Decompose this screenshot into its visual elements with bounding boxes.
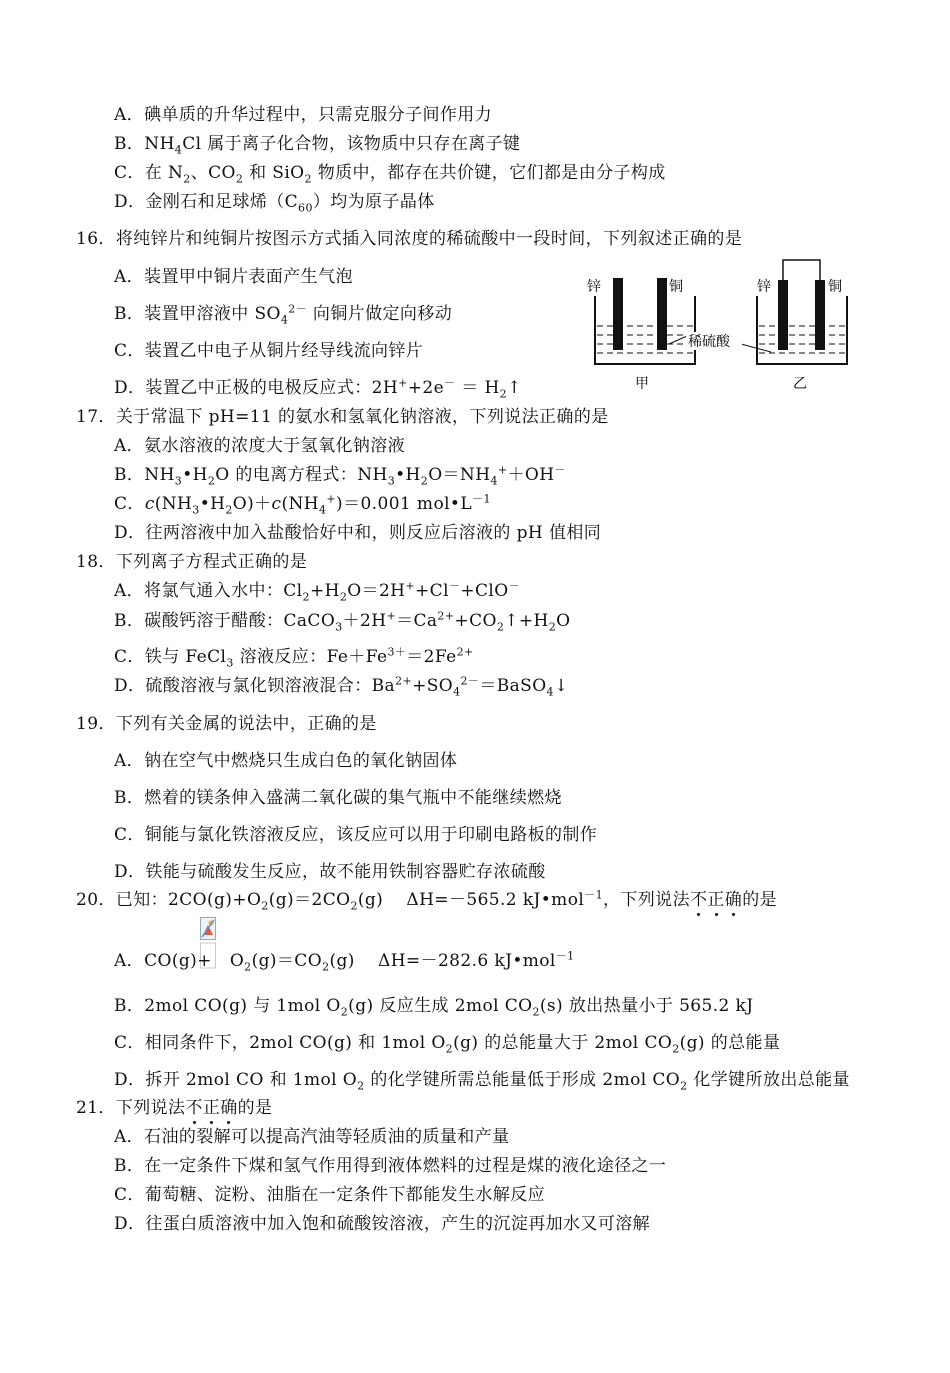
galvanic-cell-figure xyxy=(585,256,855,398)
text: O xyxy=(556,611,571,631)
text: 20．已知：2CO(g)+O xyxy=(76,890,262,910)
text: +ClO xyxy=(460,581,509,601)
text: C． xyxy=(114,494,145,514)
text: 和 SiO xyxy=(243,163,305,183)
q19-option-b xyxy=(114,787,562,809)
text: (g) ΔH=－282.6 kJ•mol xyxy=(329,951,556,971)
beaker-yi xyxy=(757,260,847,392)
text: D．硫酸溶液与氯化钡溶液混合：Ba xyxy=(114,676,396,696)
text: ＋OH xyxy=(507,465,555,485)
subscript: 2 xyxy=(322,960,330,974)
subscript: 2 xyxy=(302,590,310,604)
subscript: 3 xyxy=(174,474,183,488)
subscript: 2 xyxy=(207,474,216,488)
copper-electrode xyxy=(815,280,825,350)
q15-option-b xyxy=(114,133,520,155)
text: B．燃着的镁条伸入盛满二氧化碳的集气瓶中不能继续燃烧 xyxy=(114,788,562,808)
text: +2e xyxy=(407,378,445,398)
q18-option-a xyxy=(114,580,520,602)
zinc-electrode xyxy=(613,278,623,350)
text: 、CO xyxy=(190,163,236,183)
caption-jia: 甲 xyxy=(635,376,649,392)
subscript: 2 xyxy=(680,1079,688,1093)
subscript: 2 xyxy=(235,172,244,186)
text: Cl 属于离子化合物，该物质中只存在离子键 xyxy=(182,134,521,154)
text: A．石油的裂解可以提高汽油等轻质油的质量和产量 xyxy=(114,1127,510,1147)
subscript: 2 xyxy=(183,172,191,186)
text: O＝NH xyxy=(428,465,491,485)
q21-option-b xyxy=(114,1155,666,1177)
text: +H xyxy=(309,581,340,601)
copper-label: 铜 xyxy=(828,279,842,295)
emphasis-dot-char: 不 xyxy=(689,890,708,910)
subscript: 2 xyxy=(339,590,348,604)
text: O＝2H xyxy=(347,581,406,601)
q17-option-d xyxy=(114,522,601,544)
text: C．在 N xyxy=(114,163,184,183)
subscript: 2 xyxy=(420,474,429,488)
text: B．2mol CO(g) 与 1mol O xyxy=(114,996,341,1016)
italic-c: c xyxy=(144,494,155,514)
text: A．钠在空气中燃烧只生成白色的氧化钠固体 xyxy=(114,751,458,771)
q20-option-b xyxy=(114,995,753,1017)
text: O 的电离方程式：NH xyxy=(215,465,388,485)
superscript: 2+ xyxy=(456,645,474,659)
text: (NH xyxy=(154,494,193,514)
text: A．将氯气通入水中：Cl xyxy=(114,581,303,601)
superscript: － xyxy=(554,463,566,477)
subscript: 2 xyxy=(340,1005,349,1019)
q19-option-a xyxy=(114,750,457,772)
q20-stem xyxy=(76,889,777,911)
emphasis-dot-char: 正 xyxy=(202,1098,221,1118)
text: 向铜片做定向移动 xyxy=(307,304,453,324)
q18-stem xyxy=(76,551,307,573)
subscript: 4 xyxy=(319,503,327,517)
text: O xyxy=(229,951,245,971)
text: 的是 xyxy=(237,1098,273,1118)
text: D．拆开 2mol CO 和 1mol O xyxy=(114,1070,358,1090)
superscript: + xyxy=(398,376,408,390)
text: (s) 放出热量小于 565.2 kJ xyxy=(539,996,754,1016)
text: ＝ H xyxy=(455,378,500,398)
q17-stem xyxy=(76,406,609,428)
text: +CO xyxy=(454,611,497,631)
text: ＋2H xyxy=(342,611,387,631)
q18-option-d xyxy=(114,675,569,697)
text: A．氨水溶液的浓度大于氢氧化钠溶液 xyxy=(114,436,406,456)
text: ↑+H xyxy=(504,611,549,631)
q19-option-c xyxy=(114,824,597,846)
superscript: －1 xyxy=(555,949,575,963)
q18-option-b xyxy=(114,610,570,632)
caption-yi: 乙 xyxy=(793,376,807,392)
superscript: 2－ xyxy=(288,302,308,316)
q16-option-a xyxy=(114,266,353,288)
q20-option-a xyxy=(114,950,575,972)
emphasis-dot-char: 正 xyxy=(707,890,725,910)
text: ＝Ca xyxy=(396,611,438,631)
superscript: －1 xyxy=(472,492,491,506)
text: 17．关于常温下 pH=11 的氨水和氢氧化钠溶液，下列说法正确的是 xyxy=(76,407,609,427)
text: ↓ xyxy=(553,676,569,696)
subscript: 4 xyxy=(490,474,498,488)
text: •H xyxy=(395,465,421,485)
subscript: 3 xyxy=(192,503,200,517)
text: O)＋ xyxy=(232,494,272,514)
text: D．往蛋白质溶液中加入饱和硫酸铵溶液，产生的沉淀再加水又可溶解 xyxy=(114,1214,651,1234)
text: A．CO(g)+ xyxy=(114,951,212,971)
text: D．往两溶液中加入盐酸恰好中和，则反应后溶液的 pH 值相同 xyxy=(114,523,602,543)
text: B．碳酸钙溶于醋酸：CaCO xyxy=(114,611,336,631)
superscript: 2+ xyxy=(395,674,413,688)
text: (g) 的总能量大于 2mol CO xyxy=(453,1033,673,1053)
q15-option-a xyxy=(114,104,492,126)
subscript: 3 xyxy=(387,474,396,488)
text: C．装置乙中电子从铜片经导线流向锌片 xyxy=(114,341,424,361)
subscript: 2 xyxy=(672,1042,680,1056)
q18-option-c xyxy=(114,646,474,668)
text: C．铁与 FeCl xyxy=(114,647,227,667)
superscript: + xyxy=(326,492,337,506)
subscript: 3 xyxy=(226,656,234,670)
text: (g)＝CO xyxy=(251,951,323,971)
text: 16．将纯锌片和纯铜片按图示方式插入同浓度的稀硫酸中一段时间，下列叙述正确的是 xyxy=(76,229,743,249)
text: 物质中，都存在共价键，它们都是由分子构成 xyxy=(311,163,666,183)
text: ↑ xyxy=(507,378,522,398)
text: (g) 反应生成 2mol CO xyxy=(348,996,533,1016)
q21-stem xyxy=(76,1097,272,1119)
q21-option-a xyxy=(114,1126,509,1148)
subscript: 2 xyxy=(244,960,252,974)
italic-c: c xyxy=(271,494,282,514)
text: ＝BaSO xyxy=(479,676,547,696)
copper-label: 铜 xyxy=(669,279,683,295)
subscript: 2 xyxy=(445,1042,454,1056)
text: B．NH xyxy=(114,465,175,485)
text: C．相同条件下，2mol CO(g) 和 1mol O xyxy=(114,1033,446,1053)
superscript: + xyxy=(405,579,416,593)
subscript: 3 xyxy=(335,620,343,634)
text: 的化学键所需总能量低于形成 2mol CO xyxy=(364,1070,681,1090)
q20-option-c xyxy=(114,1032,780,1054)
text: C．葡萄糖、淀粉、油脂在一定条件下都能发生水解反应 xyxy=(114,1185,546,1205)
text: ，下列说法 xyxy=(602,890,690,910)
subscript: 2 xyxy=(496,620,505,634)
subscript: 4 xyxy=(453,685,461,699)
text: A．装置甲中铜片表面产生气泡 xyxy=(114,267,353,287)
q15-option-d xyxy=(114,191,435,213)
superscript: － xyxy=(444,376,456,390)
text: )＝0.001 mol•L xyxy=(336,494,473,514)
q21-option-c xyxy=(114,1184,545,1206)
subscript: 2 xyxy=(548,620,557,634)
superscript: + xyxy=(386,609,397,623)
superscript: 3＋ xyxy=(387,645,407,659)
subscript: 2 xyxy=(304,172,312,186)
text: D．金刚石和足球烯（C xyxy=(114,192,299,212)
q16-option-d xyxy=(114,377,522,399)
emphasis-dot-char: 不 xyxy=(185,1098,203,1118)
text: D．铁能与硫酸发生反应，故不能用铁制容器贮存浓硫酸 xyxy=(114,862,546,882)
text: •H xyxy=(182,465,208,485)
subscript: 4 xyxy=(174,143,183,157)
zinc-electrode xyxy=(778,280,788,350)
emphasis-dot-char: 确 xyxy=(724,890,743,910)
q15-option-a-text: A．碘单质的升华过程中，只需克服分子间作用力 xyxy=(114,105,493,125)
text: 19．下列有关金属的说法中，正确的是 xyxy=(76,714,377,734)
superscript: － xyxy=(508,579,520,593)
dilute-sulfuric-acid-label: 稀硫酸 xyxy=(688,334,730,350)
text: 溶液反应：Fe＋Fe xyxy=(233,647,388,667)
text: B．在一定条件下煤和氢气作用得到液体燃料的过程是煤的液化途径之一 xyxy=(114,1156,667,1176)
subscript: 2 xyxy=(225,503,233,517)
zinc-label: 锌 xyxy=(587,279,601,295)
q16-stem xyxy=(76,228,742,250)
superscript: + xyxy=(497,463,508,477)
text: •H xyxy=(199,494,226,514)
subscript: 2 xyxy=(357,1079,365,1093)
q21-option-d xyxy=(114,1213,650,1235)
q17-option-c xyxy=(114,493,491,515)
text: ）均为原子晶体 xyxy=(312,192,435,212)
q19-option-d xyxy=(114,861,546,883)
beaker-jia xyxy=(587,278,695,392)
text: +SO xyxy=(412,676,454,696)
text: (NH xyxy=(281,494,319,514)
text: B．装置甲溶液中 SO xyxy=(114,304,281,324)
q16-option-b xyxy=(114,303,452,325)
q15-option-c xyxy=(114,162,666,184)
text: D．装置乙中正极的电极反应式：2H xyxy=(114,378,399,398)
superscript: 2+ xyxy=(437,609,455,623)
text: C．铜能与氯化铁溶液反应，该反应可以用于印刷电路板的制作 xyxy=(114,825,598,845)
superscript: －1 xyxy=(584,888,603,902)
q17-option-b xyxy=(114,464,566,486)
text: 18．下列离子方程式正确的是 xyxy=(76,552,308,572)
q19-stem xyxy=(76,713,377,735)
text: (g) ΔH=－565.2 kJ•mol xyxy=(357,890,585,910)
zinc-label: 锌 xyxy=(757,279,771,295)
text: 的是 xyxy=(742,890,778,910)
text: (g)＝2CO xyxy=(268,890,351,910)
subscript: 2 xyxy=(261,899,269,913)
text: (g) 的总能量 xyxy=(679,1033,781,1053)
q16-option-c xyxy=(114,340,423,362)
subscript: 2 xyxy=(532,1005,540,1019)
wire xyxy=(783,260,820,280)
text: 21．下列说法 xyxy=(76,1098,186,1118)
subscript: 60 xyxy=(298,201,313,215)
emphasis-dot-char: 确 xyxy=(220,1098,238,1118)
q17-option-a xyxy=(114,435,405,457)
subscript: 4 xyxy=(546,685,554,699)
text: B．NH xyxy=(114,134,175,154)
text: +Cl xyxy=(415,581,449,601)
subscript: 2 xyxy=(499,387,508,401)
q20-option-d xyxy=(114,1069,850,1091)
superscript: － xyxy=(448,579,461,593)
copper-electrode xyxy=(657,278,667,350)
text: 化学键所放出总能量 xyxy=(687,1070,850,1090)
subscript: 4 xyxy=(280,313,289,327)
subscript: 2 xyxy=(350,899,358,913)
text: ＝2Fe xyxy=(406,647,457,667)
superscript: 2－ xyxy=(460,674,480,688)
